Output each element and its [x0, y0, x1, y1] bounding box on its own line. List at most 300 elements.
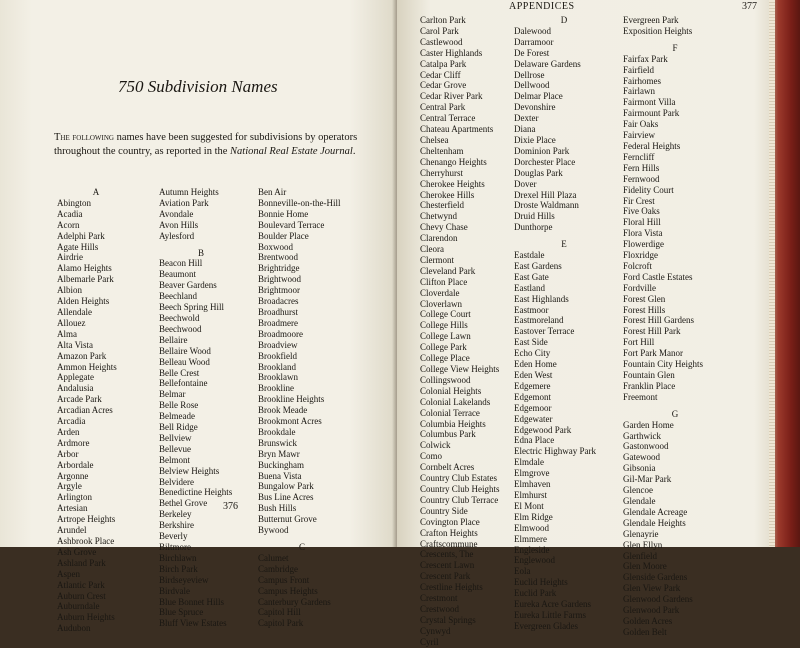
subdivision-name: Eastmoor: [514, 304, 549, 315]
subdivision-name: Brookfield: [258, 350, 297, 361]
subdivision-name: Fordville: [623, 282, 656, 293]
subdivision-name: Delmar Place: [514, 91, 563, 102]
subdivision-name: Arcadia: [57, 416, 86, 427]
subdivision-name: Droste Waldmann: [514, 200, 579, 211]
subdivision-name: Castlewood: [420, 36, 463, 47]
subdivision-name: Broadmoore: [258, 328, 303, 339]
subdivision-name: Caster Highlands: [420, 47, 483, 58]
subdivision-name: Dover: [514, 178, 537, 189]
subdivision-name: Berkeley: [159, 509, 192, 520]
subdivision-name: Electric Highway Park: [514, 446, 596, 457]
subdivision-name: Dunthorpe: [514, 222, 553, 233]
subdivision-name: Beacon Hill: [159, 258, 203, 269]
subdivision-name: Country Side: [420, 505, 468, 516]
subdivision-name: Cleora: [420, 244, 444, 255]
subdivision-name: Arbor: [57, 448, 79, 459]
subdivision-name: Elmhaven: [514, 479, 551, 490]
subdivision-name: Ammon Heights: [57, 361, 117, 372]
subdivision-name: Fountain City Heights: [623, 359, 704, 370]
subdivision-name: Carlton Park: [420, 15, 466, 25]
page-number: 376: [223, 501, 238, 512]
subdivision-name: Avondale: [159, 208, 194, 219]
section-letter: F: [672, 42, 678, 53]
subdivision-name: Eastmoreland: [514, 315, 564, 326]
intro-lead: The following: [54, 132, 114, 143]
subdivision-name: Garden Home: [623, 419, 674, 430]
subdivision-name: Belleau Wood: [159, 356, 210, 367]
subdivision-name: Chevy Chase: [420, 222, 468, 233]
journal-name: National Real Estate Journal: [230, 146, 353, 157]
subdivision-name: Colonial Terrace: [420, 407, 480, 418]
subdivision-name: Fairfield: [623, 64, 654, 75]
subdivision-name: Chateau Apartments: [420, 124, 494, 135]
subdivision-name: Brook Meade: [258, 405, 308, 416]
subdivision-name: Crestmont: [420, 593, 458, 604]
subdivision-name: Bellview: [159, 432, 192, 443]
subdivision-name: Birch Park: [159, 563, 198, 574]
subdivision-name: Agate Hills: [57, 241, 99, 252]
subdivision-name: Eden Home: [514, 359, 557, 370]
subdivision-name: Bywood: [258, 525, 289, 536]
subdivision-name: Crestwood: [420, 603, 459, 614]
subdivision-name: Engleside: [514, 544, 550, 555]
subdivision-name: Belvidere: [159, 476, 194, 487]
subdivision-name: Flowerdige: [623, 239, 664, 250]
subdivision-name: Elmgrove: [514, 468, 550, 479]
subdivision-name: Broadview: [258, 339, 298, 350]
subdivision-name: Golden Belt: [623, 626, 667, 637]
subdivision-name: Eastover Terrace: [514, 326, 575, 337]
subdivision-name: Bungalow Park: [258, 481, 314, 492]
subdivision-name: Cheltenham: [420, 145, 464, 156]
subdivision-name: Forest Hill Park: [623, 326, 681, 337]
subdivision-name: Buckingham: [258, 459, 304, 470]
subdivision-name: Broadmere: [258, 317, 298, 328]
subdivision-name: Bellefontaine: [159, 378, 208, 389]
subdivision-name: Fern Hills: [623, 162, 660, 173]
subdivision-name: Gibsonia: [623, 463, 656, 474]
subdivision-name: Exposition Heights: [623, 25, 693, 36]
subdivision-name: Biltmore: [159, 542, 191, 552]
subdivision-name: Abington: [57, 197, 92, 208]
subdivision-name: Fairhomes: [623, 75, 661, 86]
subdivision-name: Cloverlawn: [420, 298, 462, 309]
subdivision-name: Arlington: [57, 492, 92, 503]
subdivision-name: Fidelity Court: [623, 184, 674, 195]
subdivision-name: Floxridge: [623, 250, 658, 261]
subdivision-name: Como: [420, 451, 443, 462]
subdivision-name: Broadacres: [258, 296, 299, 307]
subdivision-name: Dellrose: [514, 69, 545, 80]
subdivision-name: Brookland: [258, 361, 296, 372]
subdivision-name: Broadhurst: [258, 306, 298, 317]
subdivision-name: Brentwood: [258, 252, 298, 263]
subdivision-name: Brightmoor: [258, 285, 300, 296]
subdivision-name: Eureka Acre Gardens: [514, 599, 591, 610]
subdivision-name: Beechwold: [159, 312, 200, 323]
subdivision-name: Fairview: [623, 130, 655, 141]
subdivision-name: Bush Hills: [258, 503, 297, 514]
subdivision-name: College Park: [420, 342, 467, 353]
subdivision-name: Glen Moore: [623, 561, 667, 572]
subdivision-name: Auburndale: [57, 601, 100, 612]
subdivision-name: College Hills: [420, 320, 468, 331]
subdivision-name: Fort Hill: [623, 337, 655, 348]
subdivision-name: Ferncliff: [623, 151, 655, 162]
subdivision-name: College Lawn: [420, 331, 471, 342]
subdivision-name: Echo City: [514, 348, 551, 359]
subdivision-name: Buena Vista: [258, 470, 302, 481]
subdivision-name: Colonial Lakelands: [420, 396, 491, 407]
subdivision-name: Glenside Gardens: [623, 572, 688, 583]
section-letter: B: [197, 247, 204, 258]
subdivision-name: Edgemoor: [514, 402, 552, 413]
subdivision-name: Gil-Mar Park: [623, 474, 672, 485]
subdivision-name: Brunswick: [258, 437, 297, 448]
subdivision-name: Eola: [514, 566, 531, 577]
subdivision-name: Bellaire: [159, 334, 188, 345]
subdivision-name: Five Oaks: [623, 206, 660, 217]
subdivision-name: Forest Hill Gardens: [623, 315, 694, 326]
subdivision-name: Dexter: [514, 113, 539, 124]
subdivision-name: Federal Heights: [623, 140, 681, 151]
subdivision-name: Glendale Heights: [623, 517, 686, 528]
subdivision-name: Cornbelt Acres: [420, 462, 475, 473]
subdivision-name: Brookline Heights: [258, 394, 325, 405]
names-column: [623, 15, 727, 638]
subdivision-name: Eden West: [514, 370, 553, 380]
subdivision-name: Fairlawn: [623, 86, 655, 97]
subdivision-name: Englewood: [514, 555, 555, 566]
subdivision-name: Bryn Mawr: [258, 448, 300, 459]
subdivision-name: Calumet: [258, 552, 289, 563]
subdivision-name: Flora Vista: [623, 228, 663, 239]
subdivision-name: Country Club Terrace: [420, 494, 499, 505]
subdivision-name: Carol Park: [420, 25, 459, 36]
subdivision-name: Edgewood Park: [514, 424, 572, 435]
subdivision-name: Dalewood: [514, 25, 551, 36]
subdivision-name: Edgemont: [514, 391, 551, 402]
subdivision-name: Aylesford: [159, 230, 195, 241]
subdivision-name: Fairfax Park: [623, 53, 668, 64]
subdivision-name: Elmwood: [514, 522, 549, 533]
subdivision-name: Colonial Heights: [420, 385, 482, 396]
subdivision-name: Bell Ridge: [159, 422, 198, 433]
subdivision-name: Glen View Park: [623, 583, 681, 594]
subdivision-name: College Court: [420, 309, 471, 320]
subdivision-name: Andalusia: [57, 383, 94, 394]
page-title: 750 Subdivision Names: [118, 77, 278, 96]
subdivision-name: Clifton Place: [420, 276, 468, 287]
subdivision-name: Argyle: [57, 481, 82, 492]
subdivision-name: Eastdale: [514, 250, 545, 261]
subdivision-name: Folcroft: [623, 260, 652, 271]
subdivision-name: Forest Glen: [623, 293, 666, 304]
subdivision-name: East Gate: [514, 271, 549, 282]
left-page: [0, 0, 397, 634]
subdivision-name: Acorn: [57, 219, 80, 230]
subdivision-name: Fountain Glen: [623, 370, 675, 380]
subdivision-name: Arbordale: [57, 459, 94, 470]
subdivision-name: Brookmont Acres: [258, 416, 322, 427]
subdivision-name: Applegate: [57, 372, 94, 383]
subdivision-name: East Highlands: [514, 293, 569, 304]
subdivision-name: Alamo Heights: [57, 263, 112, 274]
subdivision-name: Collingswood: [420, 374, 471, 385]
subdivision-name: Avon Hills: [159, 219, 199, 230]
subdivision-name: Cherokee Heights: [420, 178, 485, 189]
subdivision-name: Chesterfield: [420, 200, 464, 211]
subdivision-name: Autumn Heights: [159, 187, 219, 197]
subdivision-name: Cherryhurst: [420, 167, 463, 178]
subdivision-name: East Side: [514, 337, 548, 348]
subdivision-name: Alta Vista: [57, 339, 94, 350]
subdivision-name: Beechland: [159, 291, 197, 302]
subdivision-name: Brookline: [258, 383, 294, 394]
subdivision-name: Elmmere: [514, 533, 547, 544]
subdivision-name: Ben Air: [258, 187, 287, 197]
subdivision-name: Freemont: [623, 391, 658, 402]
subdivision-name: Ash Grove: [57, 546, 97, 557]
subdivision-name: Glenayrie: [623, 528, 659, 539]
section-letter: G: [671, 408, 679, 419]
subdivision-name: Country Club Heights: [420, 483, 500, 494]
subdivision-name: Bonneville-on-the-Hill: [258, 197, 341, 208]
subdivision-name: Campus Front: [258, 574, 310, 585]
subdivision-name: Bellaire Wood: [159, 345, 211, 356]
subdivision-name: Fair Oaks: [623, 119, 659, 130]
subdivision-name: Bonnie Home: [258, 208, 309, 219]
subdivision-name: Allouez: [57, 317, 86, 328]
subdivision-name: Columbia Heights: [420, 418, 486, 429]
subdivision-name: Catalpa Park: [420, 58, 467, 69]
subdivision-name: Albemarle Park: [57, 274, 114, 285]
subdivision-name: Eastland: [514, 282, 545, 293]
subdivision-name: Capitol Hill: [258, 607, 301, 618]
subdivision-name: East Gardens: [514, 260, 562, 271]
subdivision-name: Boulevard Terrace: [258, 219, 325, 230]
subdivision-name: Birdseyeview: [159, 574, 209, 585]
subdivision-name: Birdvale: [159, 585, 190, 596]
subdivision-name: Crafton Heights: [420, 527, 478, 538]
subdivision-name: Glendale Acreage: [623, 506, 688, 517]
subdivision-name: Artesian: [57, 503, 88, 514]
subdivision-name: Beechwood: [159, 323, 202, 334]
subdivision-name: Chelsea: [420, 134, 449, 145]
subdivision-name: Glen Ellyn: [623, 539, 663, 550]
subdivision-name: Brightridge: [258, 263, 300, 274]
subdivision-name: Bethel Grove: [159, 498, 208, 509]
subdivision-name: Arundel: [57, 525, 87, 536]
intro-paragraph: [54, 131, 384, 159]
subdivision-name: Glenfield: [623, 550, 657, 561]
subdivision-name: Golden Acres: [623, 615, 673, 626]
subdivision-name: Covington Place: [420, 516, 480, 527]
subdivision-name: Crestline Heights: [420, 582, 483, 593]
subdivision-name: De Forest: [514, 47, 550, 58]
subdivision-name: Crescents, The: [420, 549, 474, 560]
subdivision-name: Cambridge: [258, 563, 298, 574]
subdivision-name: Acadia: [57, 208, 83, 219]
subdivision-name: Atlantic Park: [57, 579, 105, 590]
subdivision-name: El Mont: [514, 500, 544, 511]
subdivision-name: Bellevue: [159, 443, 191, 454]
subdivision-name: Albion: [57, 285, 83, 296]
subdivision-name: Elm Ridge: [514, 511, 553, 522]
names-column: [57, 187, 135, 634]
subdivision-name: Cherokee Hills: [420, 189, 475, 200]
subdivision-name: Delaware Gardens: [514, 58, 581, 69]
subdivision-name: Ardmore: [57, 437, 90, 448]
section-letter: A: [92, 187, 100, 197]
subdivision-name: Drexel Hill Plaza: [514, 189, 577, 200]
names-column: [514, 15, 614, 632]
subdivision-name: Floral Hill: [623, 217, 661, 228]
subdivision-name: Beaumont: [159, 269, 196, 280]
subdivision-name: Evergreen Glades: [514, 620, 579, 631]
subdivision-name: Bluff View Estates: [159, 618, 227, 629]
subdivision-name: Belle Crest: [159, 367, 200, 378]
names-column: [159, 187, 243, 629]
intro-end: .: [352, 146, 356, 157]
subdivision-name: Benedictine Heights: [159, 487, 233, 498]
subdivision-name: Brightwood: [258, 274, 302, 285]
subdivision-name: Fir Crest: [623, 195, 655, 206]
subdivision-name: Euclid Park: [514, 588, 557, 599]
subdivision-name: Crescent Lawn: [420, 560, 475, 571]
subdivision-name: Alma: [57, 328, 77, 339]
subdivision-name: Cedar River Park: [420, 91, 483, 102]
subdivision-name: Crescent Park: [420, 571, 471, 582]
subdivision-name: Eureka Little Farms: [514, 609, 586, 620]
subdivision-name: Auburn Heights: [57, 612, 115, 623]
subdivision-name: Aviation Park: [159, 197, 209, 208]
subdivision-name: Gatewood: [623, 452, 660, 463]
subdivision-name: Bus Line Acres: [258, 492, 314, 503]
subdivision-name: Columbus Park: [420, 429, 476, 440]
subdivision-name: Blue Bonnet Hills: [159, 596, 224, 607]
subdivision-name: Boulder Place: [258, 230, 309, 241]
running-head: APPENDICES: [509, 1, 575, 12]
subdivision-name: Edgemere: [514, 380, 551, 391]
subdivision-name: Brooklawn: [258, 372, 298, 383]
subdivision-name: Birchlawn: [159, 552, 197, 563]
section-letter: D: [560, 15, 568, 25]
subdivision-name: Dominion Park: [514, 145, 570, 156]
subdivision-name: Ford Castle Estates: [623, 271, 693, 282]
subdivision-name: Fairmount Park: [623, 108, 680, 119]
subdivision-name: Cleveland Park: [420, 265, 476, 276]
intro-text: names have been suggested for subdivisions by operators throughout the country, as reported in the: [54, 132, 358, 157]
subdivision-name: Belview Heights: [159, 465, 220, 476]
right-page: [397, 0, 769, 647]
subdivision-name: Craftscommune: [420, 538, 478, 549]
subdivision-name: Auburn Crest: [57, 590, 106, 601]
subdivision-name: Beech Spring Hill: [159, 302, 224, 313]
subdivision-name: Dorchester Place: [514, 156, 576, 167]
subdivision-name: Gastonwood: [623, 441, 669, 452]
subdivision-name: Fort Park Manor: [623, 348, 683, 359]
subdivision-name: Chetwynd: [420, 211, 457, 222]
subdivision-name: Belmont: [159, 454, 190, 465]
subdivision-name: Cyril: [420, 636, 439, 647]
subdivision-name: Arcade Park: [57, 394, 102, 405]
subdivision-name: Artrope Heights: [57, 514, 116, 525]
subdivision-name: Belle Rose: [159, 400, 199, 411]
subdivision-name: Airdrie: [57, 252, 83, 263]
subdivision-name: Druid Hills: [514, 211, 555, 222]
subdivision-name: Audubon: [57, 623, 91, 634]
subdivision-name: Douglas Park: [514, 167, 563, 178]
subdivision-name: Edgewater: [514, 413, 553, 424]
subdivision-name: College View Heights: [420, 364, 500, 374]
subdivision-name: Franklin Place: [623, 380, 676, 391]
subdivision-name: Alden Heights: [57, 296, 110, 307]
subdivision-name: Butternut Grove: [258, 514, 317, 525]
subdivision-name: Boxwood: [258, 241, 294, 252]
subdivision-name: Dellwood: [514, 80, 550, 91]
subdivision-name: Clermont: [420, 254, 454, 265]
subdivision-name: Clarendon: [420, 233, 458, 244]
subdivision-name: Evergreen Park: [623, 15, 679, 25]
subdivision-name: Elmdale: [514, 457, 544, 468]
subdivision-name: Campus Heights: [258, 585, 318, 596]
section-letter: E: [561, 239, 567, 250]
subdivision-name: Arcadian Acres: [57, 405, 113, 416]
subdivision-name: Edna Place: [514, 435, 555, 446]
subdivision-name: Devonshire: [514, 102, 556, 113]
subdivision-name: Euclid Heights: [514, 577, 568, 588]
subdivision-name: Adelphi Park: [57, 230, 105, 241]
subdivision-name: Capitol Park: [258, 618, 304, 629]
book-cover-edge: [769, 0, 800, 547]
page-number: 377: [742, 1, 757, 12]
subdivision-name: Fernwood: [623, 173, 660, 184]
names-column: [420, 15, 516, 648]
subdivision-name: Crystal Springs: [420, 614, 476, 625]
subdivision-name: Diana: [514, 124, 536, 135]
subdivision-name: Garthwick: [623, 430, 661, 441]
subdivision-name: Cloverdale: [420, 287, 460, 298]
subdivision-name: Darramoor: [514, 36, 554, 47]
subdivision-name: Belmar: [159, 389, 186, 400]
subdivision-name: Beverly: [159, 531, 188, 542]
subdivision-name: Argonne: [57, 470, 89, 481]
subdivision-name: Cedar Cliff: [420, 69, 461, 80]
subdivision-name: Central Park: [420, 102, 466, 113]
subdivision-name: Cedar Grove: [420, 80, 467, 91]
subdivision-name: Central Terrace: [420, 113, 476, 124]
subdivision-name: Glencoe: [623, 485, 653, 496]
subdivision-name: Elmhurst: [514, 489, 547, 500]
subdivision-name: Glenwood Gardens: [623, 594, 693, 605]
subdivision-name: Glendale: [623, 495, 656, 506]
subdivision-name: Allendale: [57, 306, 92, 317]
subdivision-name: Berkshire: [159, 520, 194, 531]
subdivision-name: Belmeade: [159, 411, 195, 422]
subdivision-name: Ashland Park: [57, 557, 106, 568]
section-letter: C: [298, 542, 305, 552]
subdivision-name: Arden: [57, 426, 80, 437]
subdivision-name: Fairmont Villa: [623, 97, 676, 108]
subdivision-name: Aspen: [57, 568, 80, 579]
subdivision-name: College Place: [420, 353, 470, 364]
subdivision-name: Blue Spruce: [159, 607, 204, 618]
subdivision-name: Amazon Park: [57, 350, 107, 361]
subdivision-name: Colwick: [420, 440, 451, 451]
subdivision-name: Ashbrook Place: [57, 536, 115, 546]
subdivision-name: Beaver Gardens: [159, 280, 217, 291]
